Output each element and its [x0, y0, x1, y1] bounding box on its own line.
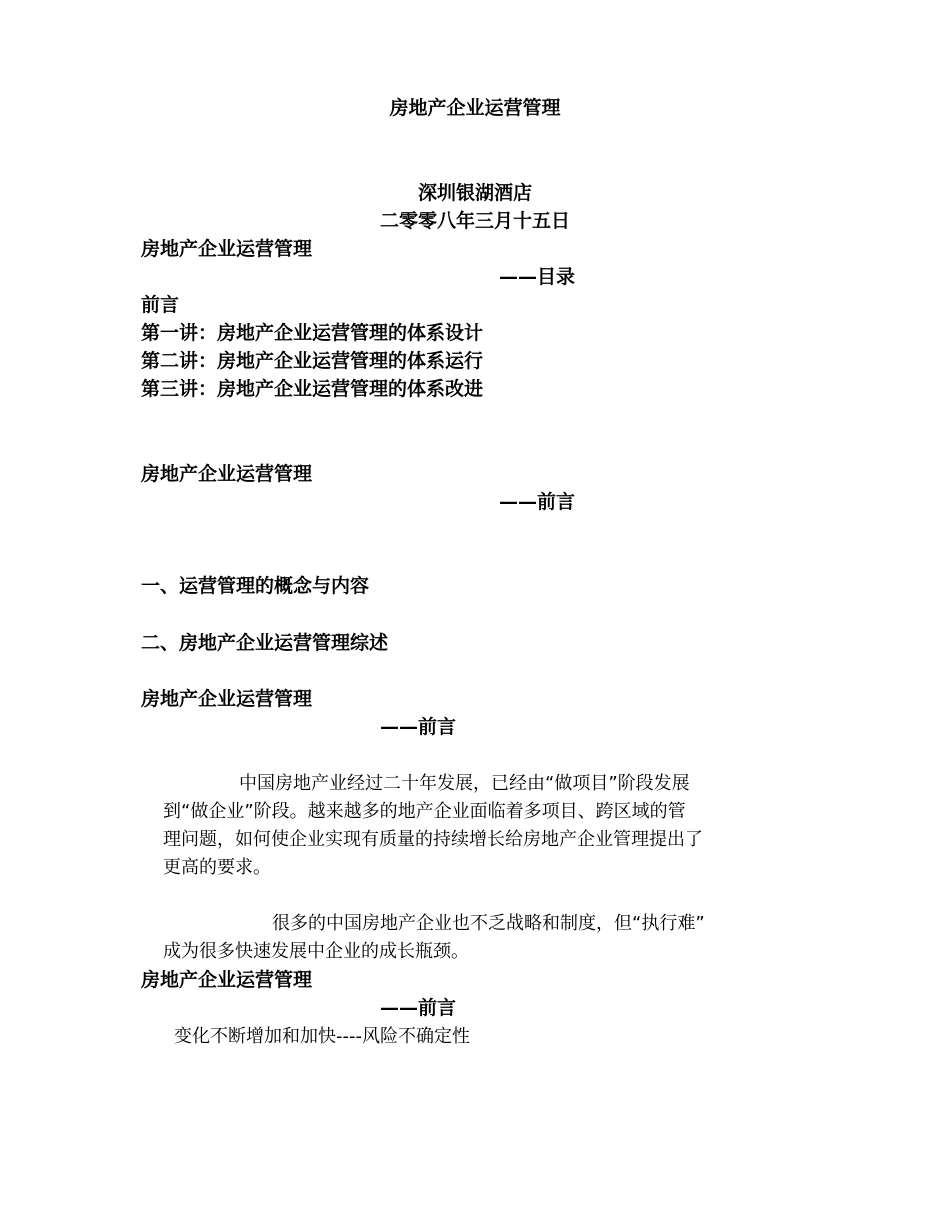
- section1-item: 二、房地产企业运营管理综述: [141, 632, 389, 654]
- date: 二零零八年三月十五日: [379, 210, 570, 232]
- paragraph-line: 理问题，如何使企业实现有质量的持续增长给房地产企业管理提出了: [163, 829, 703, 850]
- venue: 深圳银湖酒店: [417, 182, 532, 204]
- section2-heading: 房地产企业运营管理: [141, 688, 313, 710]
- section3-line: 变化不断增加和加快----风险不确定性: [174, 1026, 470, 1047]
- section1-item: 一、运营管理的概念与内容: [141, 575, 370, 597]
- paragraph-line: 到“做企业”阶段。越来越多的地产企业面临着多项目、跨区域的管: [163, 801, 686, 822]
- toc-item: 第三讲：房地产企业运营管理的体系改进: [141, 378, 484, 400]
- paragraph-line: 中国房地产业经过二十年发展，已经由“做项目”阶段发展: [239, 773, 690, 794]
- paragraph-line: 更高的要求。: [163, 857, 271, 878]
- section1-subheading: ——前言: [499, 491, 576, 513]
- toc-heading: 房地产企业运营管理: [141, 238, 313, 260]
- section3-subheading: ——前言: [380, 997, 457, 1019]
- toc-subheading: ——目录: [499, 266, 576, 288]
- toc-item: 第一讲：房地产企业运营管理的体系设计: [141, 322, 484, 344]
- section1-heading: 房地产企业运营管理: [141, 463, 313, 485]
- paragraph-line: 很多的中国房地产企业也不乏战略和制度，但“执行难”: [272, 913, 705, 934]
- section3-heading: 房地产企业运营管理: [141, 969, 313, 991]
- section2-subheading: ——前言: [380, 716, 457, 738]
- paragraph-line: 成为很多快速发展中企业的成长瓶颈。: [163, 941, 469, 962]
- toc-item: 第二讲：房地产企业运营管理的体系运行: [141, 350, 484, 372]
- document-title: 房地产企业运营管理: [389, 97, 561, 119]
- toc-item: 前言: [141, 294, 180, 316]
